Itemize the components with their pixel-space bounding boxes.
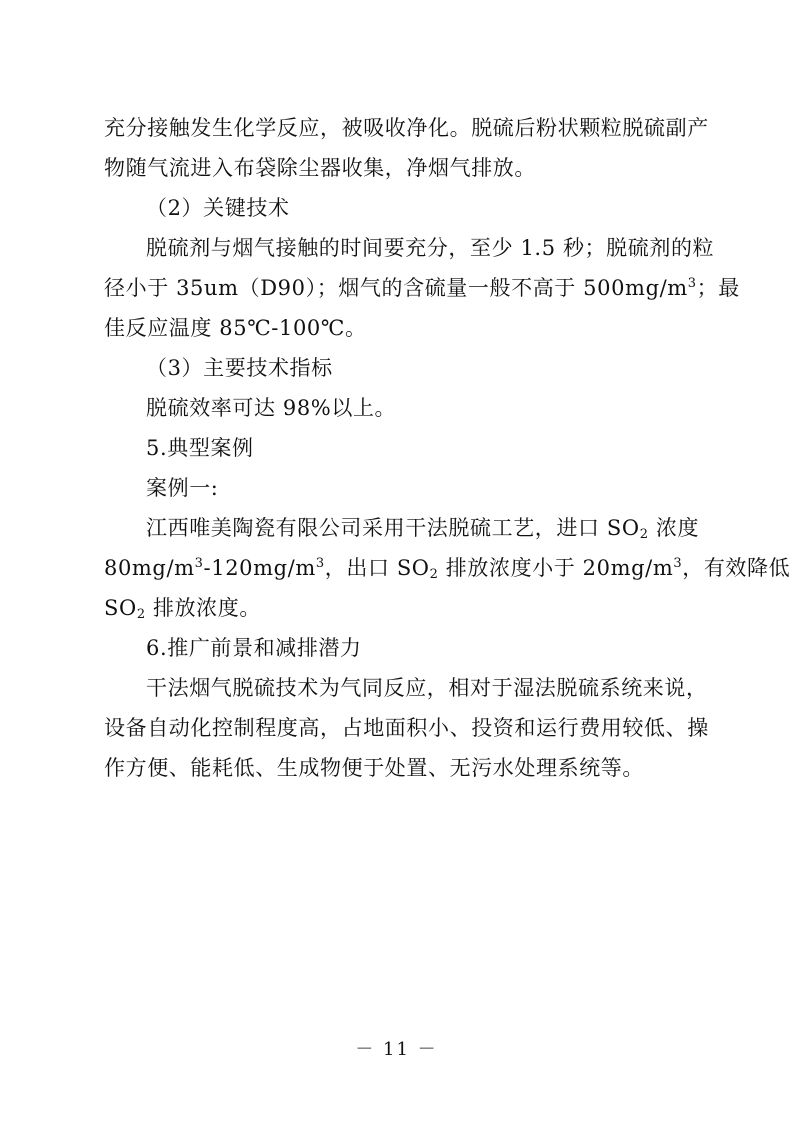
paragraph-absorption (104, 108, 709, 188)
heading-key-technology (104, 188, 690, 228)
superscript: 3 (687, 276, 697, 291)
heading-text: （2）关键技术 (146, 196, 290, 220)
subscript: 2 (136, 607, 146, 622)
subscript: 2 (639, 527, 649, 542)
page-number: － 11 － (355, 1039, 438, 1060)
heading-prospects (104, 628, 690, 668)
text-line: $80mg/m^3-120mg/m^3$，出口 $SO_2$ 排放浓度小于 $20mg/m^3$，有效降低 (104, 556, 791, 582)
paragraph-case-one (104, 508, 791, 628)
paragraph-prospects (104, 668, 709, 788)
heading-case-one (104, 468, 690, 508)
paragraph-key-technology (104, 228, 740, 348)
text-line: 脱硫效率可达 98%以上。 (146, 396, 397, 420)
text-line: $SO_2$ 排放浓度。 (104, 596, 261, 622)
heading-main-indicators (104, 348, 690, 388)
heading-text: 6.推广前景和减排潜力 (146, 636, 362, 660)
text-line: 江西唯美陶瓷有限公司采用干法脱硫工艺，进口 $SO_2$ 浓度 (146, 516, 700, 542)
text-line: 物随气流进入布袋除尘器收集，净烟气排放。 (104, 156, 536, 180)
heading-typical-cases (104, 428, 690, 468)
text-line: 设备自动化控制程度高，占地面积小、投资和运行费用较低、操 (104, 716, 709, 740)
text-line: 充分接触发生化学反应，被吸收净化。脱硫后粉状颗粒脱硫副产 (104, 116, 709, 140)
heading-text: 案例一: (146, 476, 219, 500)
text-line: 脱硫剂与烟气接触的时间要充分，至少 1.5 秒；脱硫剂的粒 (146, 236, 715, 260)
text-line: 干法烟气脱硫技术为气同反应，相对于湿法脱硫系统来说， (146, 676, 708, 700)
paragraph-main-indicators (104, 388, 690, 428)
text-line: 作方便、能耗低、生成物便于处置、无污水处理系统等。 (104, 756, 644, 780)
superscript: 3 (194, 556, 204, 571)
superscript: 3 (315, 556, 325, 571)
heading-text: 5.典型案例 (146, 436, 254, 460)
text-line: 佳反应温度 85℃-100℃。 (104, 316, 367, 340)
heading-text: （3）主要技术指标 (146, 356, 333, 380)
superscript: 3 (673, 556, 683, 571)
subscript: 2 (429, 567, 439, 582)
page-body (104, 108, 791, 788)
text-line: 径小于 35um（D90）；烟气的含硫量一般不高于 $500mg/m^3$；最 (104, 276, 740, 300)
